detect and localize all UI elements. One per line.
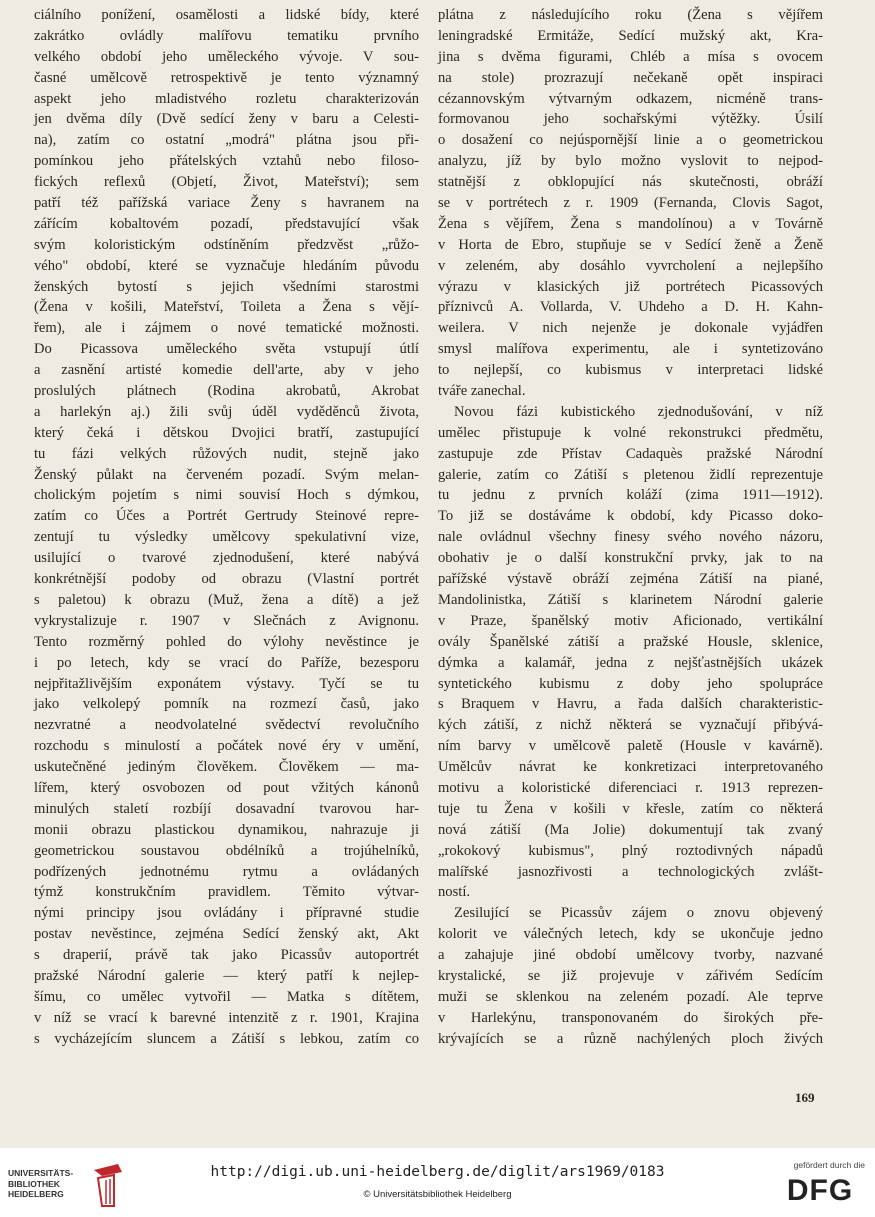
text-line: rozchodu s minulostí a počátek nové éry v umění, (34, 738, 419, 755)
text-line: ovály Španělské zátiší a pražské Housle, sklenice, (438, 633, 823, 650)
text-line: zatím co Účes a Portrét Gertrudy Steinové repre- (34, 508, 419, 525)
text-line: (Žena v košili, Mateřství, Toileta a Žena s vějí- (34, 299, 419, 316)
text-line: „rokokový kubismus", plný roztodivných nápadů (438, 842, 823, 859)
library-name (8, 1168, 88, 1200)
text-line: leningradské Ermitáže, Sedící mužský akt, Kra- (438, 27, 823, 44)
text-line: zentují tu výsledky umělcovy spekulativní vize, (34, 529, 419, 546)
text-line: ním barvy v umělcově paletě (Housle v kavárně). (438, 738, 823, 755)
text-line: statnější z obklopující nás skutečnosti, obráží (438, 174, 823, 191)
text-line: ženských bytostí s jejich všedními starostmi (34, 278, 419, 295)
text-line: a zahajuje jiné období umělcovy tvorby, nazvané (438, 947, 823, 964)
text-line: Umělcův návrat ke konkretizaci interpretovaného (438, 759, 823, 776)
university-library-logo[interactable] (8, 1168, 128, 1208)
text-line: nale ovládnul všechny finesy svého nového názoru, (438, 529, 823, 546)
text-line: tuje tu Žena v košili v křesle, zatím co některá (438, 800, 823, 817)
text-line: nejpřitažlivějším exponátem výstavy. Tyčí se tu (34, 675, 419, 692)
text-line: podřízených jednotnému rytmu a ovládaných (34, 863, 419, 880)
copyright-notice: © Universitätsbibliothek Heidelberg (363, 1189, 512, 1200)
text-line: šímu, co umělec vytvořil — Matka s dítětem, (34, 988, 419, 1005)
text-line: s vycházejícím sluncem a Zátiší s lebkou, zatím co (34, 1030, 419, 1047)
text-line: příznivců A. Vollarda, V. Uhdeho a D. H. Kahn- (438, 299, 823, 316)
text-line: krystalické, se již projevuje v zářivém Sedícím (438, 967, 823, 984)
text-line: tváře zanechal. (438, 383, 526, 400)
text-line: nezvratné a neodvolatelné svědectví revolučního (34, 717, 419, 734)
text-line: kých zátiší, z nichž některá se vyznačují přibývá- (438, 717, 823, 734)
right-column (438, 5, 823, 1050)
text-line: vykrystalizuje r. 1907 v Slečnách z Avignonu. (34, 612, 419, 629)
text-line: jako velkolepý pomník na rozmezí časů, jako (34, 696, 419, 713)
text-line: minulých staletí rozbíjí dosavadní tvarovou har- (34, 800, 419, 817)
text-line: analyzu, jíž by bylo možno vyslovit to nejpod- (438, 153, 823, 170)
dfg-funding[interactable] (775, 1160, 865, 1210)
document-url-link[interactable]: http://digi.ub.uni-heidelberg.de/diglit/ars1969/0183 (210, 1164, 665, 1180)
text-line: s paletou) k obrazu (Muž, žena a dítě) a jež (34, 591, 419, 608)
text-line: monii obrazu plastickou dynamikou, nahrazuje ji (34, 821, 419, 838)
university-library-logo-icon (88, 1162, 128, 1208)
text-line: muži se sklenkou na zeleném pozadí. Ale teprve (438, 988, 823, 1005)
text-line: zářícím kobaltovém pozadí, představující však (34, 215, 419, 232)
text-line: pomínkou jeho přátelských vztahů nebo filoso- (34, 153, 419, 170)
text-line: kolorit ve válečných letech, kdy se ukončuje jedno (438, 926, 823, 943)
text-line: weilera. V nich nejenže je dokonale vyjádřen (438, 320, 823, 337)
text-line: konkrétnější podoby od obrazu (Vlastní portrét (34, 571, 419, 588)
text-line: geometrickou soustavou obdélníků a trojúhelníků, (34, 842, 419, 859)
footer-bar (0, 1148, 875, 1217)
text-line: Žena s vějířem, Žena s mandolínou) a v Továrně (438, 215, 823, 232)
text-line: v zeleném, aby dosáhlo vyvrcholení a nejlepšího (438, 257, 823, 274)
text-line: Tento rozměrný pohled do výlohy nevěstince je (34, 633, 419, 650)
text-line: svým koloristickým odstíněním předzvěst „růžo- (34, 236, 419, 253)
text-line: postav nevěstince, zejména Sedící ženský akt, Akt (34, 926, 419, 943)
text-line: pražské Národní galerie — který patří k nejlep- (34, 967, 419, 984)
text-line: uskutečněné jediným člověkem. Člověkem — ma- (34, 759, 419, 776)
text-line: i po letech, kdy se vrací do Paříže, bezesporu (34, 654, 419, 671)
text-line: plátna z následujícího roku (Žena s vějířem (438, 7, 823, 23)
text-line: proslulých plátnech (Rodina akrobatů, Akrobat (34, 383, 419, 400)
text-line: v Harlekýnu, transponovaném do širokých pře- (438, 1009, 823, 1026)
text-line: velkého období jeho uměleckého vývoje. V sou- (34, 48, 419, 65)
text-line: syntetického kubismu z doby jeho spolupráce (438, 675, 823, 692)
text-line: řem), ale i zájmem o nové tematické možnosti. (34, 320, 419, 337)
text-line: tu fázi velkých růžových nudit, stejně jako (34, 445, 419, 462)
text-line: v Praze, španělský motiv Aficionado, vertikální (438, 612, 823, 629)
text-line: tu jednu z prvních koláží (zima 1911—1912). (438, 487, 823, 504)
text-line: zastupuje zde Přístav Cadaquès pražské Národní (438, 445, 823, 462)
text-line: formovanou jeho sochařskými výtěžky. Úsilí (438, 111, 823, 128)
text-line: nová zátiší (Ma Jolie) dokumentují tak zvaný (438, 821, 823, 838)
text-line: ciálního ponížení, osamělosti a lidské bídy, které (34, 7, 419, 23)
funding-caption: gefördert durch die (793, 1160, 865, 1170)
text-line: usilující o tvarové zjednodušení, které nabývá (34, 550, 419, 567)
text-line: na), zatím co ostatní „modrá" plátna jsou při- (34, 132, 419, 149)
text-line: zakrátko ovládly malířovu tematiku prvního (34, 27, 419, 44)
text-line: krývajících se a různě nachýlených ploch živých (438, 1030, 823, 1047)
text-line: v Horta de Ebro, stupňuje se v Sedící ženě a Ženě (438, 236, 823, 253)
dfg-logo-icon (777, 1173, 863, 1205)
text-line: Do Picassova uměleckého světa vstupují útlí (34, 341, 419, 358)
text-line: obohativ je o další konstrukční prvky, jak to na (438, 550, 823, 567)
text-line: který čeká i dětskou Dvojici bratří, zastupující (34, 424, 419, 441)
text-line: týmž konstrukčním pravidlem. Těmito výtvar- (34, 884, 419, 901)
text-line: patří též pařížská variace Ženy s havranem na (34, 195, 419, 212)
text-line: na stole) prozrazují nečekaně opět inspiraci (438, 69, 823, 86)
text-line: smysl malířova experimentu, ale i syntetizováno (438, 341, 823, 358)
left-column (34, 5, 419, 1050)
text-line: v níž se vrací k barevné intenzitě z r. 1901, Krajina (34, 1009, 419, 1026)
text-line: se v portrétech z r. 1909 (Fernanda, Clovis Sagot, (438, 195, 823, 212)
text-line: časné umělcově retrospektivě je tento významný (34, 69, 419, 86)
text-line: výrazu v klasických již portrétech Picassových (438, 278, 823, 295)
text-line: jen dvěma díly (Dvě sedící ženy v baru a Celesti- (34, 111, 419, 128)
text-line: Novou fázi kubistického zjednodušování, v níž (454, 403, 823, 420)
text-line: a harlekýn aj.) žili svůj úděl vyděděnců života, (34, 403, 419, 420)
text-line: cézannovským výtvarným odkazem, nicméně trans- (438, 90, 823, 107)
text-line: motivu a koloristické diferenciaci r. 1913 reprezen- (438, 779, 823, 796)
text-line: ností. (438, 884, 471, 901)
text-line: pařížské výstavě obráží zejména Zátiší na piané, (438, 571, 823, 588)
svg-text:DFG: DFG (786, 1174, 854, 1205)
text-line: nými principy jsou ovládány i přípravné studie (34, 905, 419, 922)
text-line: Mandolinistka, Zátiší s klarinetem Národní galerie (438, 591, 823, 608)
text-line: s draperií, právě tak jako Picassův autoportrét (34, 947, 419, 964)
page-number: 169 (795, 1090, 815, 1105)
text-line: s Braquem v Havru, a řada dalších charakteristic- (438, 696, 823, 713)
text-line: Zesilující se Picassův zájem o znovu objevený (454, 905, 823, 922)
text-line: to nejlepší, co kubismus v interpretaci lidské (438, 362, 823, 379)
text-line: malířské jasnozřivosti a technologických zvlášt- (438, 863, 823, 880)
text-line: jina s dvěma figurami, Chléb a mísa s ovocem (438, 48, 823, 65)
text-line: fických reflexů (Objetí, Život, Mateřství); sem (34, 174, 419, 191)
text-line: aspekt jeho mladistvého rozletu charakterizován (34, 90, 419, 107)
library-name-line: BIBLIOTHEK (8, 1178, 60, 1189)
library-name-line: HEIDELBERG (8, 1189, 64, 1199)
library-name-line: UNIVERSITÄTS- (8, 1168, 74, 1178)
text-line: cholickým pojetím s nimi souvisí Hoch s dýmkou, (34, 487, 419, 504)
text-line: galerie, zatím co Zátiší s pletenou židlí reprezentuje (438, 466, 823, 483)
text-line: umělec přistupuje k volné rekonstrukci předmětu, (438, 424, 823, 441)
text-line: Ženský půlakt na červeném pozadí. Svým melan- (34, 466, 419, 483)
text-line: o dosažení co nejúspornější linie a o geometrickou (438, 132, 823, 149)
text-line: dýmka a kalamář, jedna z nejšťastnějších ukázek (438, 654, 823, 671)
text-line: vého" období, které se vyznačuje hledáním původu (34, 257, 419, 274)
text-line: To již se dostáváme k období, kdy Picasso doko- (438, 508, 823, 525)
text-line: a zasnění artisté komedie dell'arte, aby v jeho (34, 362, 419, 379)
text-line: lířem, který osvobozen od pout vžitých kánonů (34, 779, 419, 796)
